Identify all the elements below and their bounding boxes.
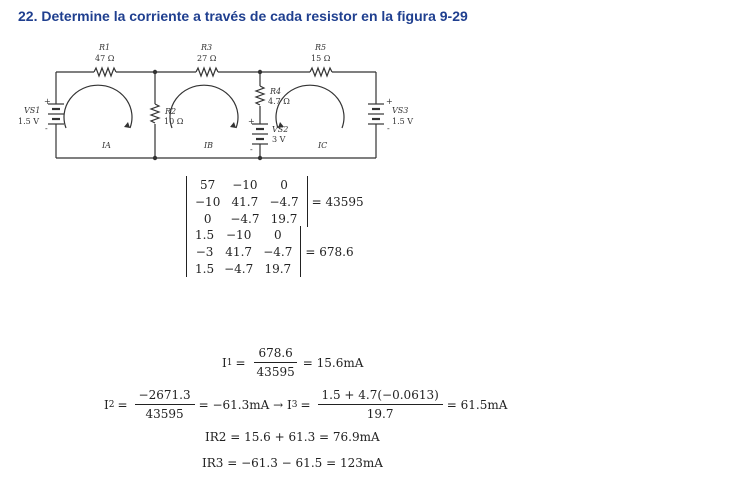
r3-name: R3 — [201, 43, 213, 52]
problem-title: 22. Determine la corriente a través de cada resistor en la figura 9-29 — [18, 8, 468, 24]
det2-result: = 678.6 — [305, 244, 354, 259]
resistor-r5 — [310, 68, 332, 76]
det1-row: −10 41.7 −4.7 — [195, 194, 299, 209]
equation-i1: I 1 = $\frac{678.6}{43595}$ = 15.6mA — [222, 346, 364, 379]
resistor-r2 — [151, 104, 159, 123]
loop-label-ic: IC — [318, 141, 328, 150]
vs1-name: VS1 — [24, 106, 41, 115]
r5-value: 15 Ω — [311, 54, 331, 63]
r2-value: 10 Ω — [164, 117, 184, 126]
svg-text:+: + — [386, 97, 393, 106]
circuit-diagram — [0, 0, 752, 175]
loop-label-ia: IA — [102, 141, 111, 150]
equation-i2-i3: I 2 = $\frac{-2671.3}{43595}$ = −61.3mA → I 3 = $\frac{1.5 + 4.7(-0.0613)}{19.7}$ = 61.5mA — [104, 388, 508, 421]
vs3-name: VS3 — [392, 106, 409, 115]
equation-ir3: IR3 = −61.3 − 61.5 = 123mA — [202, 456, 383, 470]
loop-label-ib: IB — [204, 141, 214, 150]
resistor-r1 — [94, 68, 116, 76]
r3-value: 27 Ω — [197, 54, 217, 63]
r1-name: R1 — [99, 43, 111, 52]
det2-row: −3 41.7 −4.7 — [195, 244, 293, 259]
svg-text:+: + — [248, 117, 255, 126]
r4-name: R4 — [270, 87, 282, 96]
det1-result: = 43595 — [311, 194, 364, 209]
svg-text:-: - — [387, 124, 390, 133]
resistor-r3 — [196, 68, 218, 76]
svg-text:-: - — [45, 124, 48, 133]
det1-row: 57 −10 0 — [200, 177, 288, 192]
det2-row: 1.5 −4.7 19.7 — [195, 261, 292, 276]
r1-value: 47 Ω — [95, 54, 115, 63]
loop-arrow-ia — [64, 85, 132, 128]
vs3-value: 1.5 V — [392, 117, 414, 126]
det1-row: 0 −4.7 19.7 — [203, 211, 298, 226]
r4-value: 4.7 Ω — [268, 97, 290, 106]
battery-vs2 — [252, 124, 268, 144]
r5-name: R5 — [315, 43, 327, 52]
vs1-value: 1.5 V — [18, 117, 40, 126]
det2-row: 1.5 −10 0 — [195, 227, 282, 242]
svg-text:-: - — [250, 145, 253, 154]
battery-vs3 — [368, 104, 384, 124]
determinant-2 — [186, 226, 354, 277]
determinant-1 — [186, 176, 364, 227]
loop-arrow-ic — [276, 85, 344, 128]
vs2-name: VS2 — [272, 125, 289, 134]
svg-text:+: + — [44, 97, 51, 106]
resistor-r4 — [256, 86, 264, 105]
vs2-value: 3 V — [272, 135, 286, 144]
equation-ir2: IR2 = 15.6 + 61.3 = 76.9mA — [205, 430, 380, 444]
r2-name: R2 — [165, 107, 177, 116]
battery-vs1 — [48, 104, 64, 124]
